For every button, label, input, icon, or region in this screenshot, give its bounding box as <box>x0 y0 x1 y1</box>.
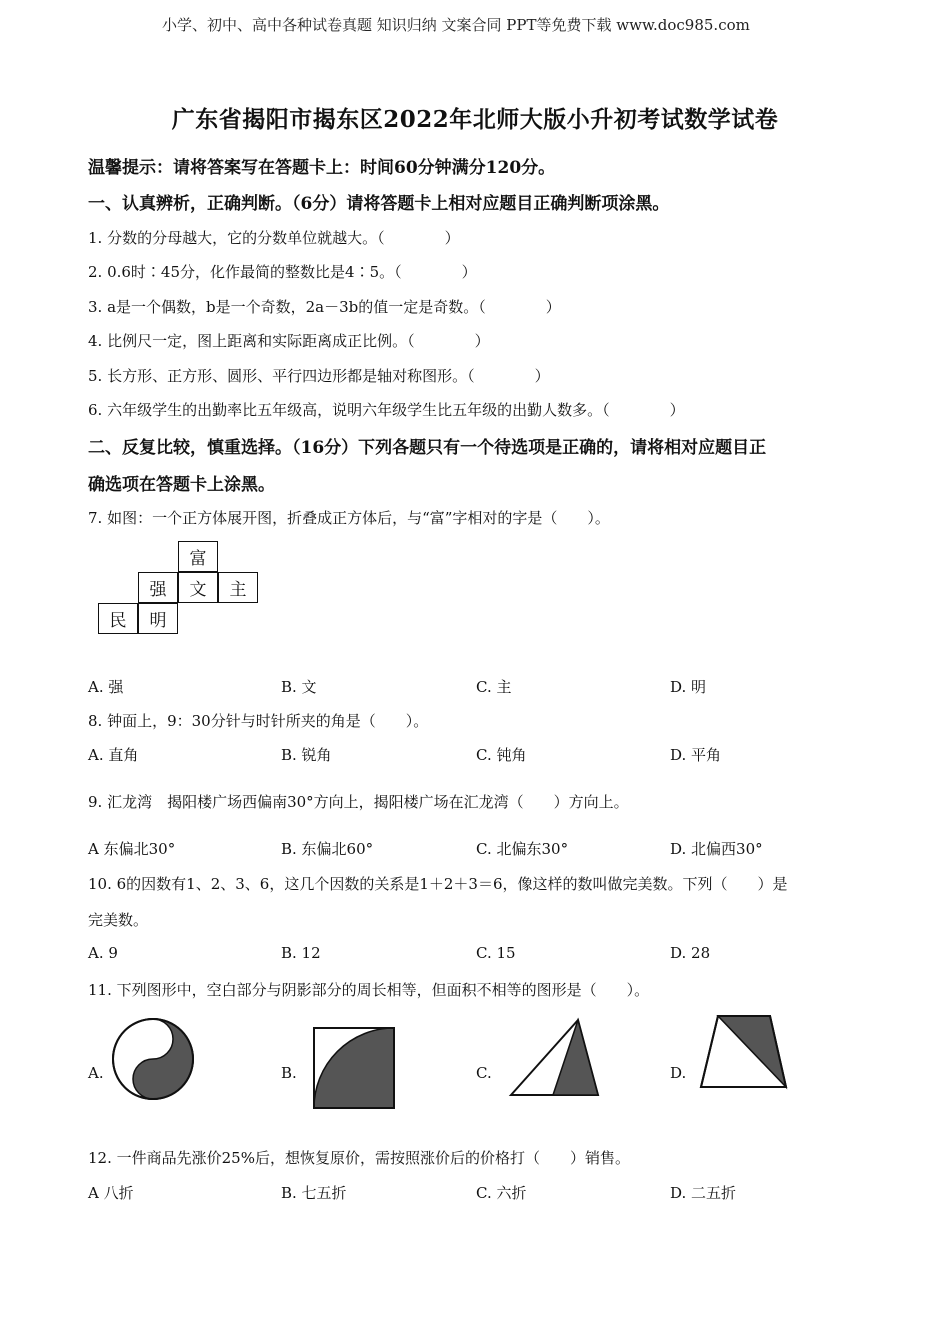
q7-option-a: A. 强 <box>88 678 124 696</box>
q12-option-b: B. 七五折 <box>281 1184 347 1202</box>
question-3: 3. a是一个偶数，b是一个奇数，2a－3b的值一定是奇数。（ ） <box>88 298 561 316</box>
section2-heading-line2: 确选项在答题卡上涂黑。 <box>88 475 275 495</box>
figure-b-square <box>312 1026 396 1110</box>
q8-option-b: B. 锐角 <box>281 746 332 764</box>
section2-heading-line1: 二、反复比较，慎重选择。（16分）下列各题只有一个待选项是正确的，请将相对应题目正 <box>88 438 767 458</box>
question-4: 4. 比例尺一定，图上距离和实际距离成正比例。（ ） <box>88 332 490 350</box>
q9-option-b: B. 东偏北60° <box>281 840 374 858</box>
net-cell-wen: 文 <box>178 572 218 603</box>
question-11: 11. 下列图形中，空白部分与阴影部分的周长相等，但面积不相等的图形是（ ）。 <box>88 981 650 999</box>
net-cell-zhu: 主 <box>218 572 258 603</box>
q10-option-a: A. 9 <box>88 944 118 962</box>
question-10-line1: 10. 6的因数有1、2、3、6，这几个因数的关系是1＋2＋3＝6，像这样的数叫做完美数。下列（ ）是 <box>88 875 788 893</box>
page-title: 广东省揭阳市揭东区2022年北师大版小升初考试数学试卷 <box>171 106 779 133</box>
q11-option-d: D. <box>670 1064 687 1082</box>
question-5: 5. 长方形、正方形、圆形、平行四边形都是轴对称图形。（ ） <box>88 367 550 385</box>
q10-option-b: B. 12 <box>281 944 321 962</box>
q7-option-d: D. 明 <box>670 678 707 696</box>
question-12: 12. 一件商品先涨价25%后，想恢复原价，需按照涨价后的价格打（ ）销售。 <box>88 1149 630 1167</box>
q10-option-c: C. 15 <box>476 944 516 962</box>
q12-option-a: A 八折 <box>88 1184 134 1202</box>
q11-option-b: B. <box>281 1064 297 1082</box>
q11-option-a: A. <box>88 1064 104 1082</box>
q8-option-a: A. 直角 <box>88 746 139 764</box>
q9-option-a: A 东偏北30° <box>88 840 176 858</box>
q10-option-d: D. 28 <box>670 944 711 962</box>
q11-option-c: C. <box>476 1064 492 1082</box>
question-8: 8. 钟面上，9：30分针与时针所夹的角是（ ）。 <box>88 712 429 730</box>
question-7: 7. 如图：一个正方体展开图，折叠成正方体后，与“富”字相对的字是（ ）。 <box>88 509 610 527</box>
question-6: 6. 六年级学生的出勤率比五年级高，说明六年级学生比五年级的出勤人数多。（ ） <box>88 401 685 419</box>
figure-c-triangle <box>508 1017 602 1099</box>
figure-a-circle <box>110 1016 196 1102</box>
q8-option-c: C. 钝角 <box>476 746 527 764</box>
q12-option-d: D. 二五折 <box>670 1184 737 1202</box>
question-9: 9. 汇龙湾 揭阳楼广场西偏南30°方向上，揭阳楼广场在汇龙湾（ ）方向上。 <box>88 793 629 811</box>
q8-option-d: D. 平角 <box>670 746 722 764</box>
question-10-line2: 完美数。 <box>88 911 149 929</box>
q9-option-c: C. 北偏东30° <box>476 840 569 858</box>
question-2: 2. 0.6时∶45分，化作最简的整数比是4∶5。（ ） <box>88 263 477 281</box>
page-header: 小学、初中、高中各种试卷真题 知识归纳 文案合同 PPT等免费下载 www.doc985.com <box>162 16 750 34</box>
net-cell-min: 民 <box>98 603 138 634</box>
question-1: 1. 分数的分母越大，它的分数单位就越大。（ ） <box>88 229 460 247</box>
tip-text: 温馨提示：请将答案写在答题卡上：时间60分钟满分120分。 <box>88 158 556 178</box>
q7-option-b: B. 文 <box>281 678 317 696</box>
section1-heading: 一、认真辨析，正确判断。（6分）请将答题卡上相对应题目正确判断项涂黑。 <box>88 194 670 214</box>
q9-option-d: D. 北偏西30° <box>670 840 763 858</box>
figure-d-trapezoid <box>698 1013 790 1091</box>
net-cell-ming: 明 <box>138 603 178 634</box>
q12-option-c: C. 六折 <box>476 1184 527 1202</box>
q7-option-c: C. 主 <box>476 678 512 696</box>
net-cell-fu: 富 <box>178 541 218 572</box>
net-cell-qiang: 强 <box>138 572 178 603</box>
